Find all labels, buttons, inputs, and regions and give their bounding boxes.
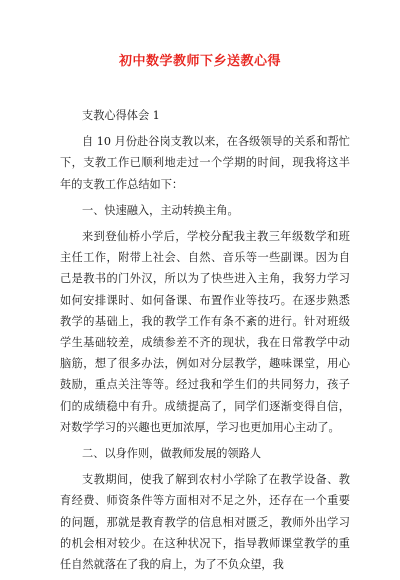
section-heading-1: 一、快速融入，主动转换主角。 [82,203,239,217]
document-title: 初中数学教师下乡送教心得 [118,54,281,69]
section-heading-2: 二、以身作则，做教师发展的领路人 [82,447,262,461]
paragraph-intro: 自 10 月份赴谷岗支教以来，在各级领导的关系和帮忙下，支教工作已顺利地走过一个学期的时间，现我将这半年的支教工作总结如下： [60,135,350,191]
document-body [60,105,350,580]
paragraph-section-2: 支教期间，使我了解到农村小学除了在教学设备、教育经费、师资条件等方面相对不足之外，还存在一个重要的问题，那就是教育教学的信息相对匮乏，教师外出学习的机会相对较少。在这种状况下，指导教师课堂教学的重任自然就落在了我的肩上，为了不负众望，我 [60,473,350,572]
paragraph-section-1: 来到登仙桥小学后，学校分配我主教三年级数学和班主任工作，附带上社会、自然、音乐等一些副课。因为自己是教书的门外汉，所以为了快些进入主角，我努力学习如何安排课时、如何备课、布置作业等技巧。在逐步熟悉教学的基础上，我的教学工作有条不紊的进行。针对班级学生基础较差，成绩参差不齐的现状，我在日常教学中动脑筋，想了很多办法，例如对分层教学，趣味课堂，用心鼓励，重点关注等等。经过我和学生们的共同努力，孩子们的成绩稳中有升。成绩提高了，同学们逐渐变得自信，对数学学习的兴趣也更加浓厚，学习也更加用心主动了。 [60,230,350,434]
section-subtitle: 支教心得体会 1 [82,109,160,122]
